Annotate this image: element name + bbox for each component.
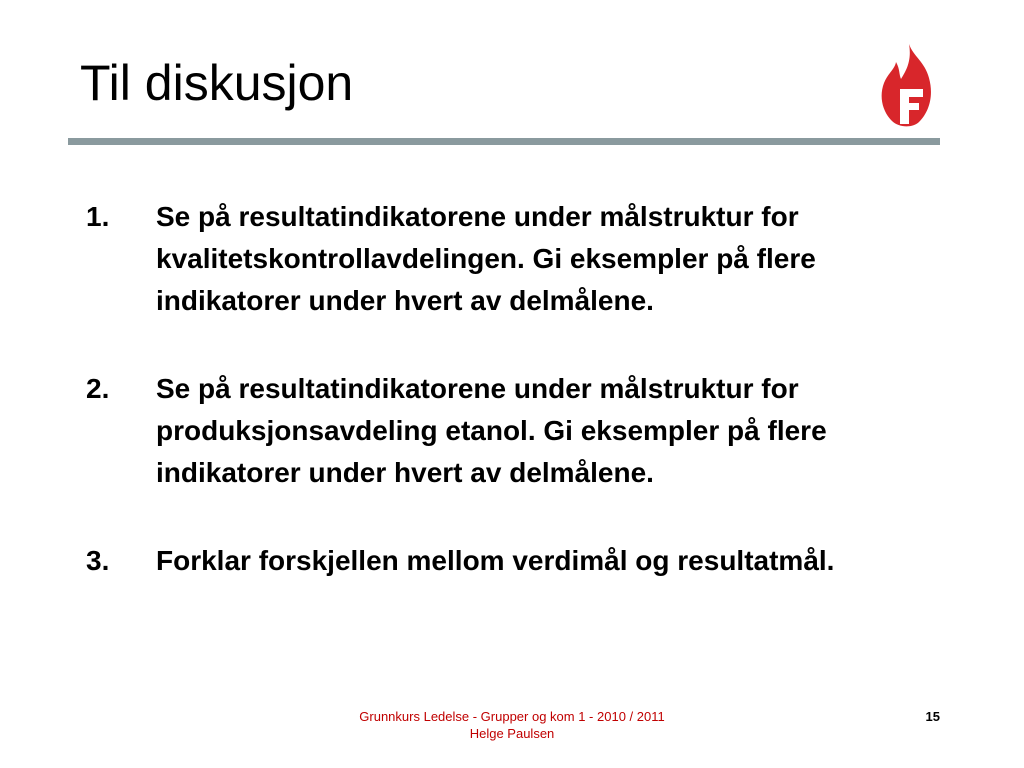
list-item-text: Forklar forskjellen mellom verdimål og resultatmål. [156, 545, 835, 576]
title-divider [68, 138, 940, 145]
footer-course-line: Grunnkurs Ledelse - Grupper og kom 1 - 2010 / 2011 [359, 709, 665, 724]
flame-f-logo-icon [879, 42, 935, 128]
list-item-number: 3. [86, 545, 110, 576]
list-item-number: 2. [86, 373, 110, 404]
list-item [86, 368, 956, 494]
list-item [86, 196, 956, 322]
discussion-question-list [86, 196, 956, 628]
slide-title: Til diskusjon [80, 55, 354, 111]
list-item [86, 540, 956, 582]
slide-footer [312, 708, 712, 742]
list-item-text: Se på resultatindikatorene under målstruktur for kvalitetskontrollavdelingen. Gi eksempler på flere indikatorer under hvert av delmålene. [156, 201, 816, 316]
page-number: 15 [925, 709, 940, 724]
list-item-number: 1. [86, 201, 110, 232]
list-item-text: Se på resultatindikatorene under målstruktur for produksjonsavdeling etanol. Gi eksempler på flere indikatorer under hvert av delmålene. [156, 373, 827, 488]
footer-author-line: Helge Paulsen [469, 726, 555, 741]
